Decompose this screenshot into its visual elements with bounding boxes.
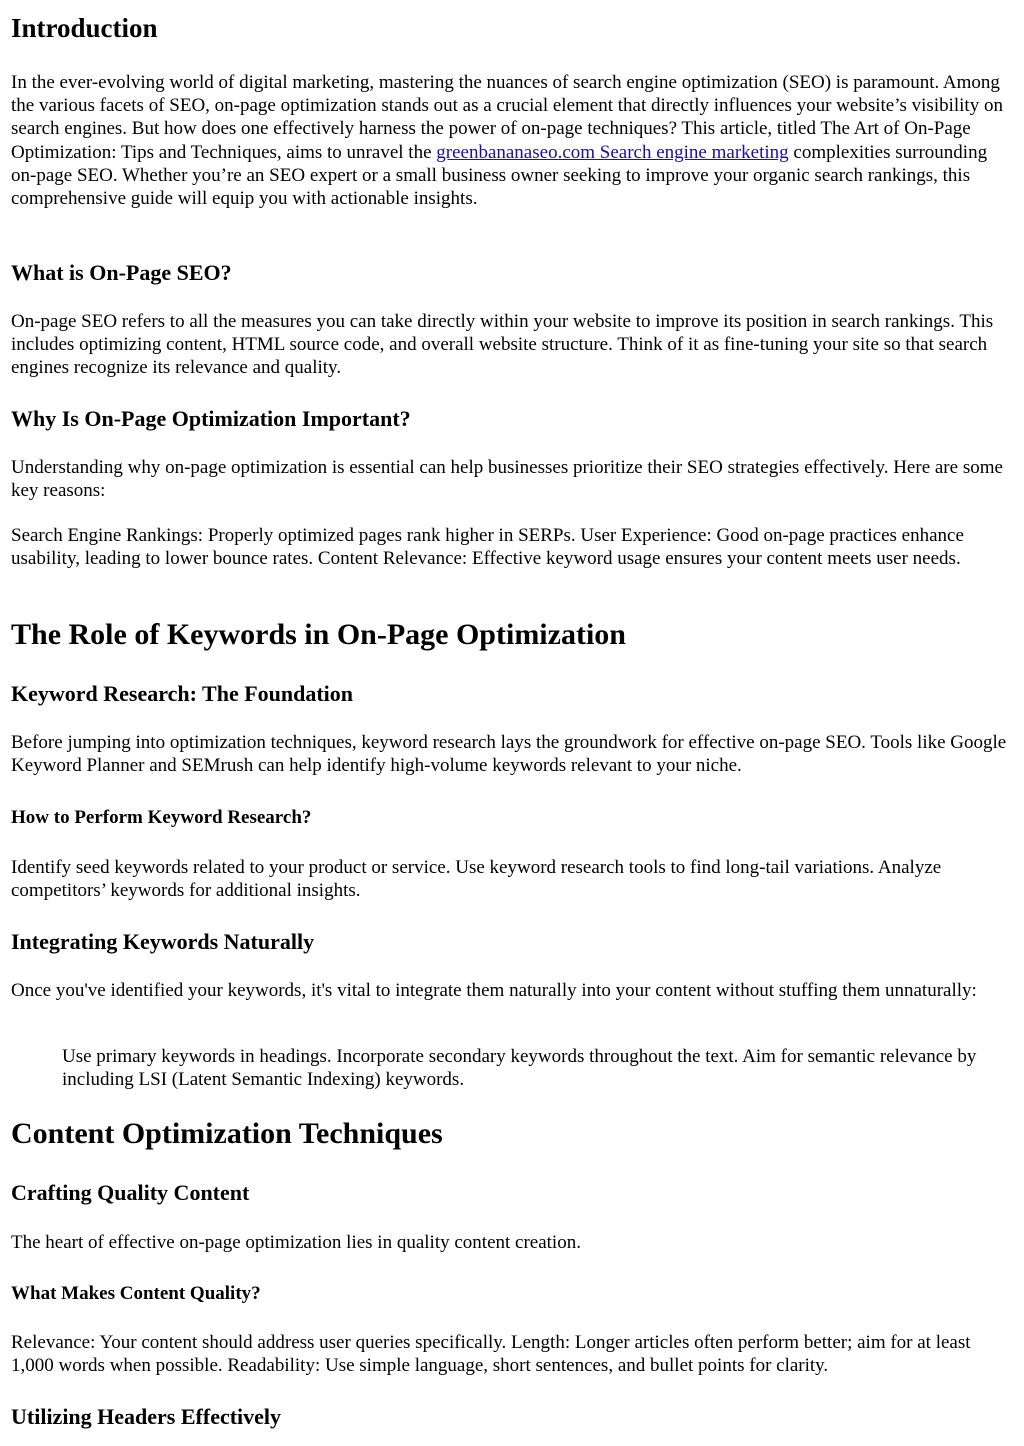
intro-text-after-link: complexities surrounding on-page SEO. Whether you’re an SEO expert or a small business owner seeking to improve your organic search rankings, this comprehensive guide will equip you with actionable insights. (11, 141, 988, 210)
content-quality-heading: What Makes Content Quality? (11, 1283, 261, 1304)
what-is-onpage-paragraph: On-page SEO refers to all the measures you can take directly within your website to improve its position in search rankings. This includes optimizing content, HTML source code, and overall website structure. Think of it as fine-tuning your site so that search engines recognize its relevance and quality. (11, 311, 994, 379)
crafting-content-heading: Crafting Quality Content (11, 1180, 250, 1205)
integrating-keywords-heading: Integrating Keywords Naturally (11, 929, 315, 954)
how-to-research-heading: How to Perform Keyword Research? (11, 807, 312, 828)
why-important-heading: Why Is On-Page Optimization Important? (11, 406, 411, 431)
content-optimization-heading: Content Optimization Techniques (11, 1117, 443, 1150)
why-important-paragraph: Understanding why on-page optimization is essential can help businesses prioritize their SEO strategies effectively. Here are some key reasons: (11, 457, 1003, 502)
crafting-content-paragraph: The heart of effective on-page optimization lies in quality content creation. (11, 1232, 581, 1253)
keyword-research-heading: Keyword Research: The Foundation (11, 681, 354, 706)
integrating-keywords-paragraph: Once you've identified your keywords, it's vital to integrate them naturally into your content without stuffing them unnaturally: (11, 980, 977, 1001)
intro-heading: Introduction (11, 13, 158, 43)
keyword-research-paragraph: Before jumping into optimization techniques, keyword research lays the groundwork for effective on-page SEO. Tools like Google Keyword Planner and SEMrush can help identify high-volume keywords relevant to your niche. (11, 732, 1007, 777)
keyword-tips-blockquote: Use primary keywords in headings. Incorporate secondary keywords throughout the text. Aim for semantic relevance by including LSI (Latent Semantic Indexing) keywords. (62, 1046, 977, 1091)
key-reasons-paragraph: Search Engine Rankings: Properly optimized pages rank higher in SERPs. User Experience: Good on-page practices enhance usability, leading to lower bounce rates. Content Relevance: Effective keyword usage ensures your content meets user needs. (11, 525, 964, 570)
intro-paragraph (11, 71, 1014, 210)
search-engine-marketing-link[interactable]: greenbananaseo.com Search engine marketing (436, 141, 789, 163)
content-quality-paragraph: Relevance: Your content should address user queries specifically. Length: Longer articles often perform better; aim for at least 1,000 words when possible. Readability: Use simple language, short sentences, and bullet points for clarity. (11, 1332, 971, 1377)
intro-text-before-link: In the ever-evolving world of digital marketing, mastering the nuances of search engine optimization (SEO) is paramount. Among the various facets of SEO, on-page optimization stands out as a crucial element that directly influences your website’s visibility on search engines. But how does one effectively harness the power of on-page techniques? This article, titled The Art of On-Page Optimization: Tips and Techniques, aims to unravel the (11, 72, 1003, 163)
keywords-role-heading: The Role of Keywords in On-Page Optimization (11, 618, 626, 651)
utilizing-headers-heading: Utilizing Headers Effectively (11, 1404, 282, 1429)
what-is-onpage-heading: What is On-Page SEO? (11, 260, 232, 285)
how-to-research-paragraph: Identify seed keywords related to your product or service. Use keyword research tools to find long-tail variations. Analyze competitors’ keywords for additional insights. (11, 857, 942, 902)
